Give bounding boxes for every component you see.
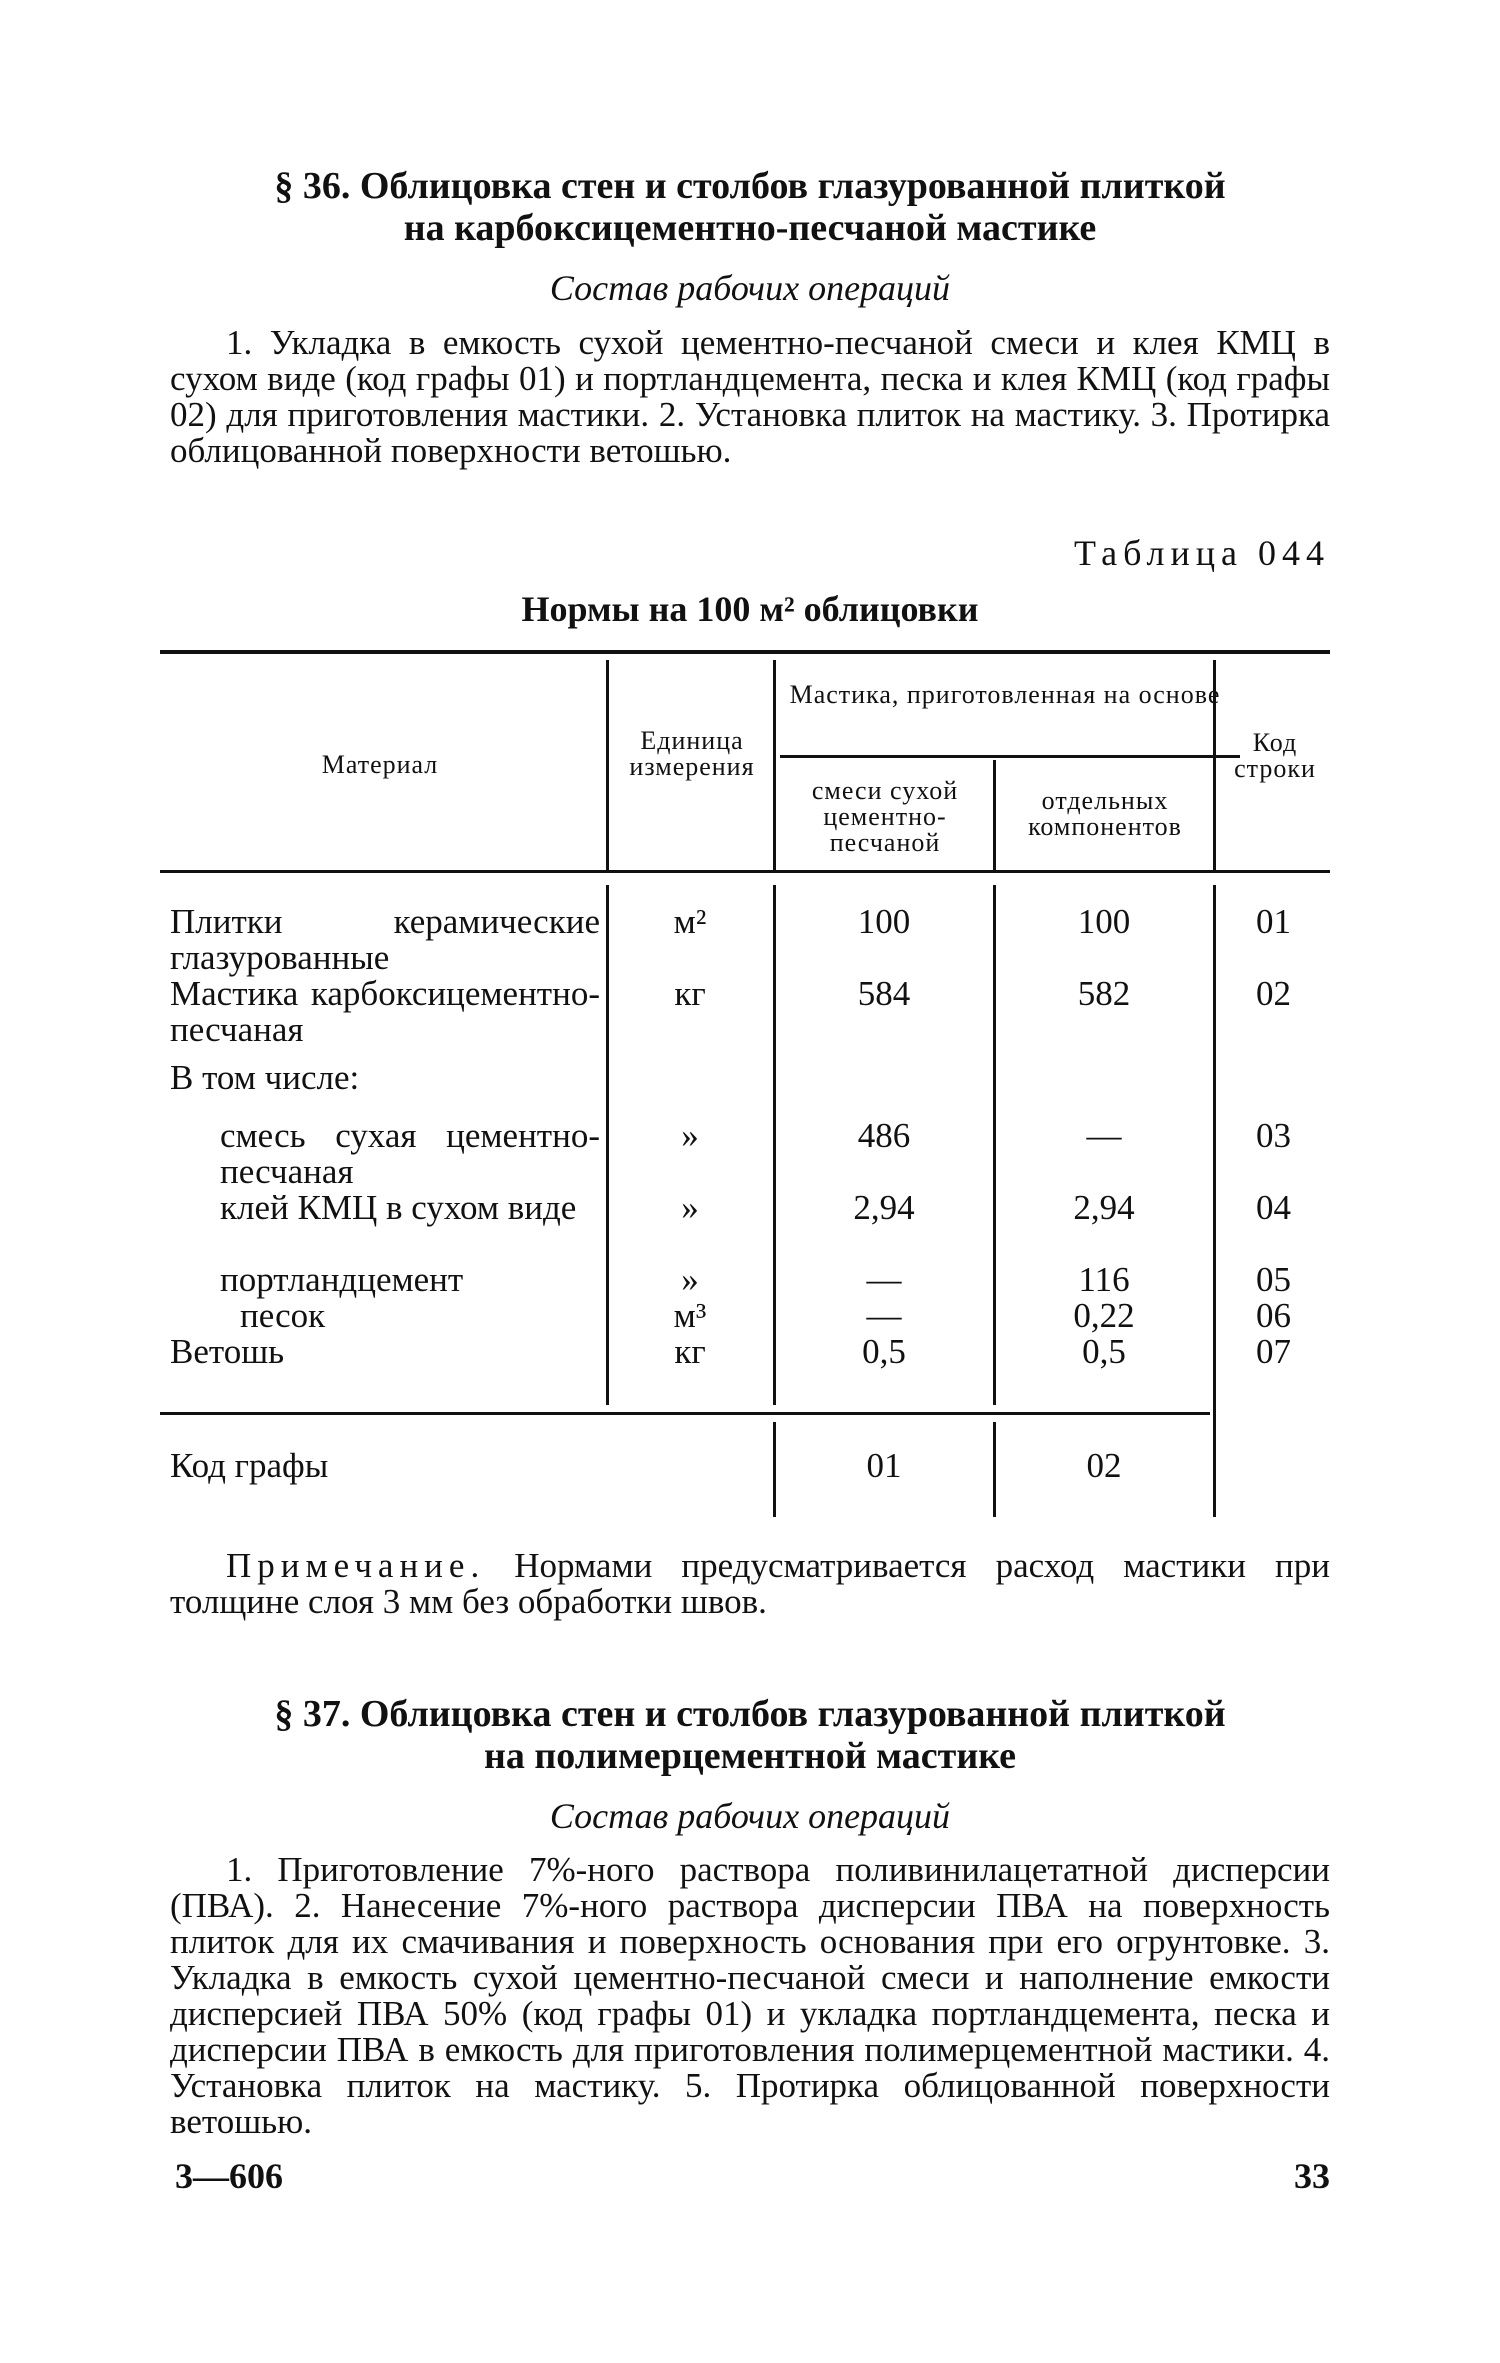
footer-vline-3 xyxy=(1213,1422,1216,1517)
section-37-ops-text xyxy=(170,1852,1330,2140)
printer-signature: 3—606 xyxy=(175,2156,283,2196)
row-material: клей КМЦ в сухом виде xyxy=(220,1188,577,1227)
footer-label: Код графы xyxy=(170,1446,329,1485)
row-material: В том числе: xyxy=(170,1058,360,1097)
row-unit: м³ xyxy=(673,1296,707,1335)
section-36-title-line1: § 36. Облицовка стен и столбов глазурованной плиткой xyxy=(274,165,1226,207)
row-material: Плитки керамические глазурованные xyxy=(170,902,600,977)
row-unit: м² xyxy=(673,902,707,941)
row-code: 07 xyxy=(1256,1332,1291,1371)
page-number: 33 xyxy=(1294,2156,1330,2196)
table-top-rule xyxy=(160,650,1330,654)
row-unit: » xyxy=(681,1188,699,1227)
section-37-title-line2: на полимерцементной мастике xyxy=(483,1735,1017,1777)
row-unit: » xyxy=(681,1116,699,1155)
header-code: Код строки xyxy=(1234,728,1316,783)
header-col-dry-mix: смеси сухой цементно-песчаной xyxy=(811,776,959,857)
row-material: Мастика карбоксицементно-песчаная xyxy=(170,974,600,1049)
table-number: Таблица 044 xyxy=(1074,533,1330,573)
row-code: 03 xyxy=(1256,1116,1291,1155)
row-code: 05 xyxy=(1256,1260,1291,1299)
section-36-title-line2: на карбоксицементно-песчаной мастике xyxy=(403,207,1097,249)
row-value-1: 0,5 xyxy=(862,1332,906,1371)
header-material: Материал xyxy=(321,750,439,779)
row-value-2: 582 xyxy=(1077,974,1131,1013)
row-value-1: 584 xyxy=(857,974,911,1013)
footer-vline-1 xyxy=(773,1422,776,1517)
footer-col-1: 01 xyxy=(866,1446,902,1485)
row-value-2: 116 xyxy=(1078,1260,1130,1299)
section-36-ops-title: Состав рабочих операций xyxy=(549,268,951,308)
header-bottom-rule xyxy=(160,870,1330,873)
body-bottom-rule xyxy=(160,1412,1210,1415)
row-code: 02 xyxy=(1256,974,1291,1013)
section-36-ops-text xyxy=(170,325,1330,469)
header-group-rule xyxy=(780,755,1240,758)
note-paragraph xyxy=(170,1548,1330,1620)
row-code: 06 xyxy=(1256,1296,1291,1335)
note-text: Нормами предусматривается расход мастики при толщине слоя 3 мм без обработки швов. xyxy=(170,1546,1330,1621)
header-unit: Единица измерения xyxy=(629,726,755,781)
section-37-title xyxy=(170,1693,1330,1777)
row-value-2: 100 xyxy=(1077,902,1131,941)
row-value-2: 0,5 xyxy=(1082,1332,1126,1371)
header-col-components: отдельных компонентов xyxy=(1028,786,1182,841)
footer-vline-2 xyxy=(993,1422,996,1517)
row-value-1: — xyxy=(866,1260,902,1299)
row-value-1: 2,94 xyxy=(853,1188,915,1227)
header-vline-2 xyxy=(773,660,776,872)
section-36-title xyxy=(170,165,1330,249)
body-vline-4 xyxy=(1213,885,1216,1425)
row-value-2: — xyxy=(1086,1116,1122,1155)
section-37-title-line1: § 37. Облицовка стен и столбов глазурованной плиткой xyxy=(274,1693,1226,1735)
row-code: 04 xyxy=(1256,1188,1291,1227)
table-title: Нормы на 100 м² облицовки xyxy=(521,589,979,629)
row-material: портландцемент xyxy=(220,1260,464,1299)
note-label: Примечание. xyxy=(226,1546,486,1585)
row-value-2: 0,22 xyxy=(1073,1296,1135,1335)
section-37-ops-title: Состав рабочих операций xyxy=(549,1796,951,1836)
footer-col-2: 02 xyxy=(1086,1446,1122,1485)
row-value-2: 2,94 xyxy=(1073,1188,1135,1227)
norms-table xyxy=(160,640,1330,1540)
row-value-1: 100 xyxy=(857,902,911,941)
body-vline-2 xyxy=(773,885,776,1405)
row-unit: » xyxy=(681,1260,699,1299)
row-material: смесь сухая цементно-песчаная xyxy=(220,1116,600,1191)
table-note xyxy=(170,1548,1330,1620)
row-value-1: 486 xyxy=(857,1116,911,1155)
row-unit: кг xyxy=(674,974,706,1013)
row-value-1: — xyxy=(866,1296,902,1335)
row-material: песок xyxy=(240,1296,326,1335)
header-mastic-group: Мастика, приготовленная на основе xyxy=(789,680,1221,709)
row-unit: кг xyxy=(674,1332,706,1371)
header-vline-3 xyxy=(993,760,996,872)
section-36-ops-paragraph: 1. Укладка в емкость сухой цементно-песчаной смеси и клея КМЦ в сухом виде (код графы 01) и портландцемента, песка и клея КМЦ (код графы 02) для приготовления мастики. 2. Установка плиток на мастику. 3. Протирка облицованной поверхности ветошью. xyxy=(170,323,1330,470)
header-vline-1 xyxy=(606,660,609,872)
row-material: Ветошь xyxy=(170,1332,285,1371)
row-code: 01 xyxy=(1256,902,1291,941)
section-37-ops-paragraph: 1. Приготовление 7%-ного раствора поливинилацетатной дисперсии (ПВА). 2. Нанесение 7%-ного раствора дисперсии ПВА на поверхность плиток для их смачивания и поверхность основания при его огрунтовке. 3. Укладка в емкость сухой цементно-песчаной смеси и наполнение емкости дисперсией ПВА 50% (код графы 01) и укладка портландцемента, песка и дисперсии ПВА в емкость для приготовления полимерцементной мастики. 4. Установка плиток на мастику. 5. Протирка облицованной поверхности ветошью. xyxy=(170,1850,1330,2141)
body-vline-3 xyxy=(993,885,996,1405)
